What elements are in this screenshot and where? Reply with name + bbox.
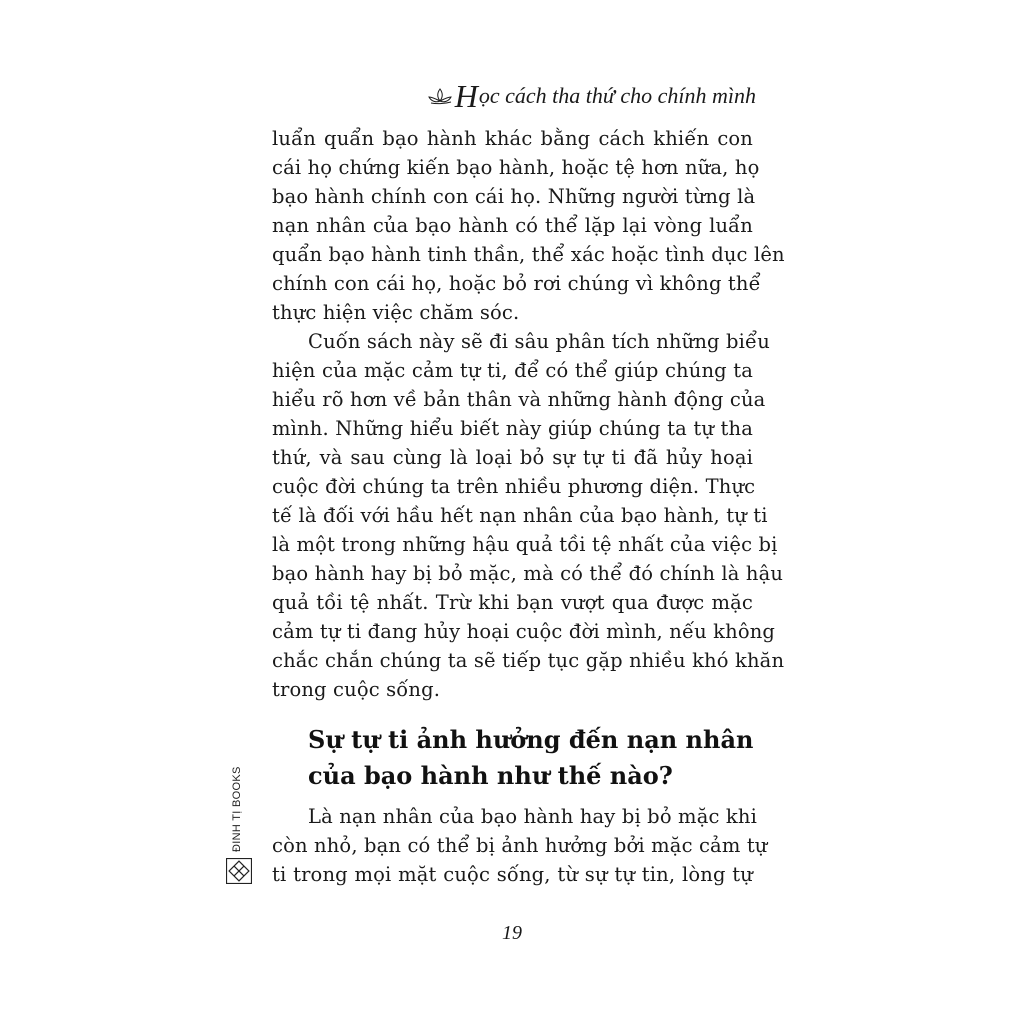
text-line: tế là đối với hầu hết nạn nhân của bạo hành, tự ti [272,504,768,527]
header-initial-letter: H [454,78,478,114]
text-line: chính con cái họ, hoặc bỏ rơi chúng vì không thể [272,272,761,295]
text-line: hiểu rõ hơn về bản thân và những hành động của [272,388,766,411]
text-line: cảm tự ti đang hủy hoại cuộc đời mình, nếu không [272,620,776,643]
diamond-grid-logo-icon [226,858,252,884]
publisher-mark [224,766,254,892]
paragraph-3 [272,802,768,889]
running-header [427,80,756,112]
text-line: ti trong mọi mặt cuộc sống, từ sự tự tin, lòng tự [272,863,753,886]
text-line: là một trong những hậu quả tồi tệ nhất của việc bị [272,533,778,556]
text-line: cái họ chứng kiến bạo hành, hoặc tệ hơn nữa, họ [272,156,760,179]
text-line: thực hiện việc chăm sóc. [272,301,520,324]
text-line: bạo hành hay bị bỏ mặc, mà có thể đó chính là hậu [272,562,784,585]
paragraph-1 [272,124,785,327]
text-line: quả tồi tệ nhất. Trừ khi bạn vượt qua được mặc [272,591,753,614]
heading-line: Sự tự ti ảnh hưởng đến nạn nhân [308,725,754,754]
header-title: ọc cách tha thứ cho chính mình [478,83,756,108]
text-line: mình. Những hiểu biết này giúp chúng ta tự tha [272,417,753,440]
text-line: bạo hành chính con cái họ. Những người từng là [272,185,756,208]
body-text [272,124,785,704]
text-line: cuộc đời chúng ta trên nhiều phương diện. Thực [272,475,756,498]
section-heading [308,722,753,794]
text-line: trong cuộc sống. [272,678,441,701]
text-line: còn nhỏ, bạn có thể bị ảnh hưởng bởi mặc cảm tự [272,834,768,857]
text-line: thứ, và sau cùng là loại bỏ sự tự ti đã hủy hoại [272,446,753,469]
text-line: Cuốn sách này sẽ đi sâu phân tích những biểu [308,330,770,353]
text-line: luẩn quẩn bạo hành khác bằng cách khiến con [272,127,753,150]
page-number: 19 [502,922,522,944]
publisher-name: ĐINH TỊ BOOKS [231,766,243,852]
text-line: chắc chắn chúng ta sẽ tiếp tục gặp nhiều khó khăn [272,649,785,672]
lotus-ornament-icon [427,87,453,105]
text-line: quẩn bạo hành tinh thần, thể xác hoặc tình dục lên [272,243,785,266]
text-line: Là nạn nhân của bạo hành hay bị bỏ mặc khi [308,805,757,828]
text-line: nạn nhân của bạo hành có thể lặp lại vòng luẩn [272,214,753,237]
heading-line: của bạo hành như thế nào? [308,761,673,790]
paragraph-2 [272,327,785,704]
text-line: hiện của mặc cảm tự ti, để có thể giúp chúng ta [272,359,753,382]
